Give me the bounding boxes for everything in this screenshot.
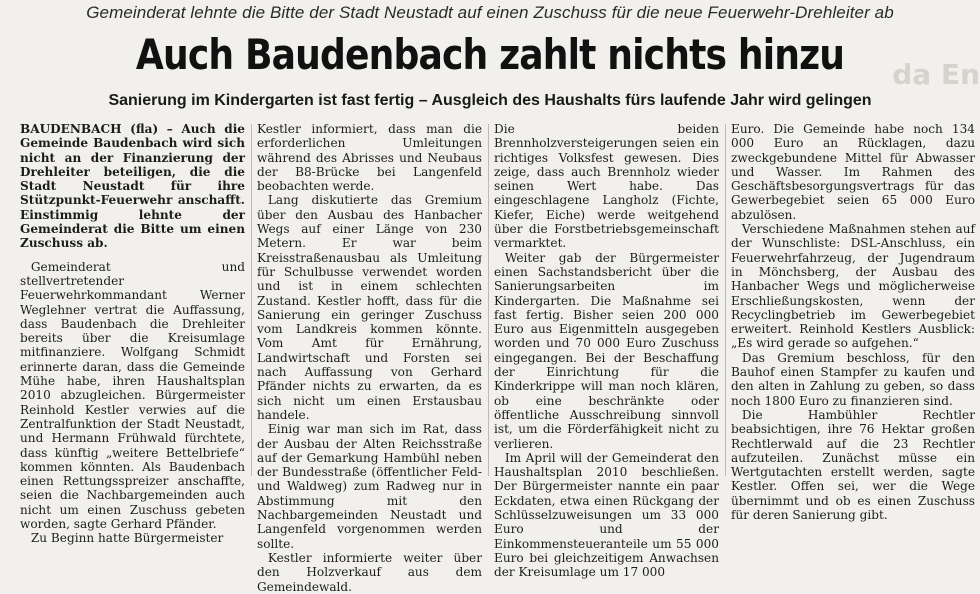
paragraph: Einig war man sich im Rat, dass der Ausbau der Alten Reichsstraße auf der Gemarkung Hambühl neben der Bundesstraße (öffentlicher Feld- und Waldweg) zum Radweg nur in Abstimmung mit den Nachbargemeinden Neustadt und Langenfeld vorgenommen werden sollte. (257, 422, 482, 551)
column-4 (731, 122, 975, 523)
paragraph: Verschiedene Maßnahmen stehen auf der Wunschliste: DSL-Anschluss, ein Feuerwehrfahrzeug, der Jugendraum in Mönchsberg, der Ausbau des Hanbacher Wegs und möglicherweise Erschließungskosten, wenn der Recyclingbetrieb im Gewerbegebiet erweitert. Reinhold Kestlers Ausblick: „Es wird gerade so aufgehen.“ (731, 222, 975, 351)
paragraph: Die Hambühler Rechtler beabsichtigen, ihre 76 Hektar großen Rechtlerwald auf die 23 Rechtler aufzuteilen. Zunächst müsse ein Wertgutachten erstellt werden, sagte Kestler. Offen sei, wer die Wege übernimmt und ob es einen Zuschuss für deren Sanierung gibt. (731, 407, 975, 523)
paragraph: Gemeinderat und stellvertretender Feuerwehrkommandant Werner Weglehner vertrat die Auffassung, dass Baudenbach die Drehleiter bereits über die Kreisumlage mitfinanziere. Wolfgang Schmidt erinnerte daran, dass die Gemeinde Mühe habe, ihren Haushaltsplan 2010 abzugleichen. Bürgermeister Reinhold Kestler verwies auf die Zentralfunktion der Stadt Neustadt, und Hermann Frühwald fürchtete, dass künftig „weitere Bettelbriefe“ kommen könnten. Als Baudenbach einen Rettungsspreizer anschaffte, seien die Nachbargemeinden auch nicht um einen Zuschuss gebeten worden, sagte Gerhard Pfänder. (20, 259, 245, 532)
column-divider (725, 124, 726, 476)
paragraph: Weiter gab der Bürgermeister einen Sachstandsbericht über die Sanierungsarbeiten im Kindergarten. Die Maßnahme sei fast fertig. Bisher seien 200 000 Euro aus Eigenmitteln ausgegeben worden und 70 000 Euro Zuschuss eingegangen. Bei der Beschaffung der Einrichtung für die Kinderkrippe will man noch klären, ob eine beschränkte oder öffentliche Ausschreibung sinnvoll ist, um die Förderfähigkeit nicht zu verlieren. (494, 250, 719, 451)
column-2 (257, 122, 482, 594)
lead-text: Auch die Gemeinde Baudenbach wird sich nicht an der Finanzierung der Drehleiter beteiligen, die die Stadt Neustadt für ihre Stützpunkt-Feuerwehr anschafft. Einstimmig lehnte der Gemeinderat die Bitte um einen Zuschuss ab. (20, 122, 246, 251)
dateline: BAUDENBACH (fla) – (20, 122, 173, 136)
article-body (20, 122, 975, 594)
column-divider (251, 124, 252, 476)
paragraph: Im April will der Gemeinderat den Haushaltsplan 2010 beschließen. Der Bürgermeister nannte ein paar Eckdaten, etwa einen Rückgang der Schlüsselzuweisungen um 33 000 Euro und der Einkommensteueranteile um 55 000 Euro bei gleichzeitigem Anwachsen der Kreisumlage um 17 000 (494, 450, 719, 580)
lead-paragraph (20, 122, 245, 251)
bleed-through-text: da En (892, 58, 980, 91)
headline: Auch Baudenbach zahlt nichts hinzu (135, 30, 845, 79)
column-1 (20, 122, 246, 546)
paragraph: Kestler informiert, dass man die erforderlichen Umleitungen während des Abrisses und Neubaus der B8-Brücke bei Langenfeld beobachten werde. (257, 122, 482, 194)
column-3 (494, 122, 719, 580)
paragraph: Lang diskutierte das Gremium über den Ausbau des Hanbacher Wegs auf einer Länge von 230 Metern. Er war beim Kreisstraßenausbau als Umleitung für Schulbusse verwendet worden und ist in einem schlechten Zustand. Kestler hofft, dass für die Sanierung ein geringer Zuschuss vom Landkreis kommen könnte. Vom Amt für Ernährung, Landwirtschaft und Forsten sei nach Auffassung von Gerhard Pfänder nichts zu erwarten, da es sich nicht um einen Erstausbau handele. (257, 193, 482, 422)
kicker-line: Gemeinderat lehnte die Bitte der Stadt Neustadt auf einen Zuschuss für die neue Feuerwehr-Drehleiter ab (86, 3, 894, 22)
column-divider (488, 124, 489, 476)
paragraph: Euro. Die Gemeinde habe noch 134 000 Euro an Rücklagen, dazu zweckgebundene Mittel für Abwasser und Wasser. Im Rahmen des Geschäftsbesorgungsvertrags für das Gewerbegebiet seien 65 000 Euro abzulösen. (731, 122, 975, 222)
paragraph: Das Gremium beschloss, für den Bauhof einen Stampfer zu kaufen und den alten in Zahlung zu geben, so dass noch 1800 Euro zu finanzieren sind. (731, 350, 975, 408)
paragraph: Zu Beginn hatte Bürgermeister (30, 531, 224, 546)
subheadline: Sanierung im Kindergarten ist fast fertig – Ausgleich des Haushalts fürs laufende Jahr wird gelingen (108, 92, 872, 109)
paragraph: Die beiden Brennholzversteigerungen seien ein richtiges Volksfest gewesen. Dies zeige, dass auch Brennholz wieder seinen Wert habe. Das eingeschlagene Langholz (Fichte, Kiefer, Eiche) werde weitgehend über die Forstbetriebsgemeinschaft vermarktet. (494, 122, 719, 251)
paragraph: Kestler informierte weiter über den Holzverkauf aus dem Gemeindewald. (257, 550, 482, 594)
